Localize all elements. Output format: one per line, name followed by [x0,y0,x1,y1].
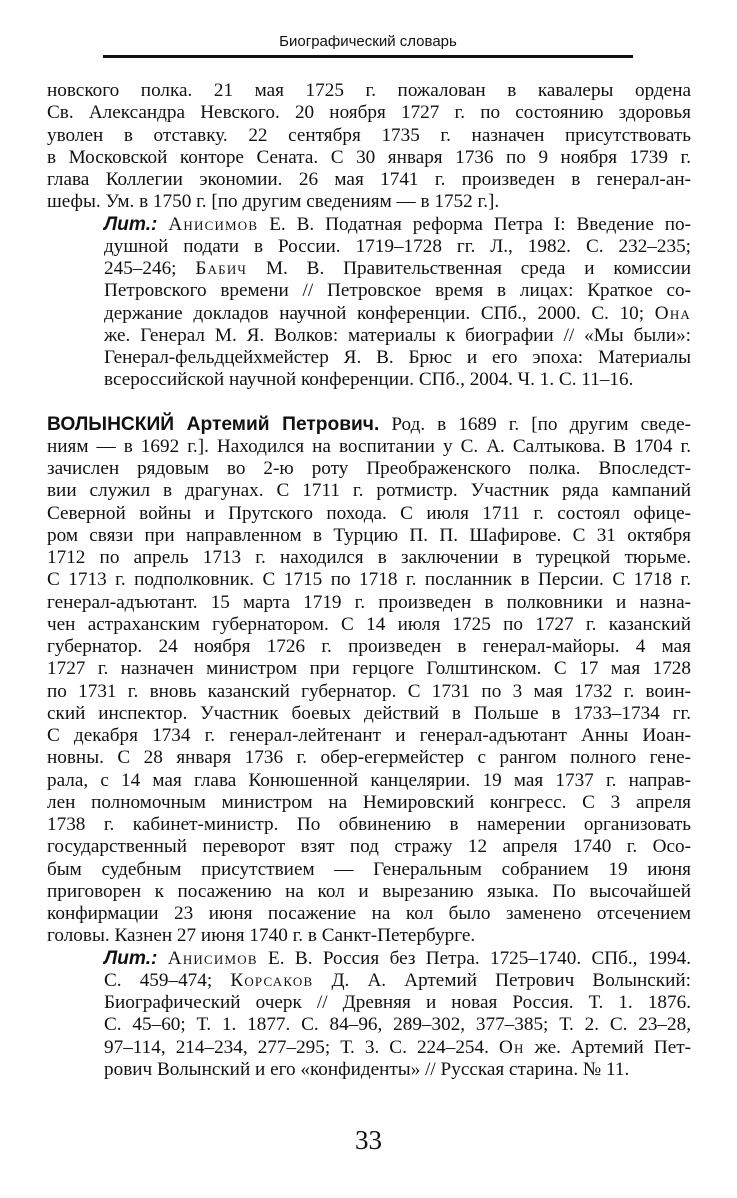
text-line: новны. С 28 января 1736 г. обер-егермейстер с рангом полного гене- [47,747,691,769]
text-line: приговорен к посажению на кол и вырезанию языка. По высочайшей [47,880,691,902]
text-line: Лит.: Анисимов Е. В. Россия без Петра. 1725–1740. СПб., 1994. [104,947,691,969]
page-number: 33 [355,1125,382,1155]
text-line: рала, с 14 мая глава Конюшенной канцелярии. 19 мая 1737 г. направ- [47,769,691,791]
text-line: С 1713 г. подполковник. С 1715 по 1718 г. посланник в Персии. С 1718 г. [47,569,691,591]
text-line: 1738 г. кабинет-министр. По обвинению в намерении организовать [47,814,691,835]
text-line: конфирмации 23 июня посажение на кол было заменено отсечением [47,903,691,924]
text-line: рович Волынский и его «конфиденты» // Русская старина. № 11. [104,1058,630,1080]
text-line: уволен в отставку. 22 сентября 1735 г. назначен присутствовать [47,124,691,146]
text-line: шефы. Ум. в 1750 г. [по другим сведениям — в 1752 г.]. [47,191,500,213]
text-line: бым судебным присутствием — Генеральным собранием 19 июня [47,858,691,880]
entry-paragraph [47,414,691,948]
text-line: Св. Александра Невского. 20 ноября 1727 г. по состоянию здоровья [47,102,691,124]
text-line: Биографический очерк // Древняя и новая Россия. Т. 1. 1876. [104,992,691,1013]
text-line: лен полномочным министром на Немировский конгресс. С 3 апреля [47,791,691,813]
bibliography-block [104,948,691,1082]
text-line: новского полка. 21 мая 1725 г. пожалован в кавалеры ордена [47,80,691,101]
text-line: Лит.: Анисимов Е. В. Податная реформа Петра I: Введение по- [104,213,692,235]
text-line: генерал-адъютант. 15 марта 1719 г. произведен в полковники и назна- [47,591,691,613]
text-line: 245–246; Бабич М. В. Правительственная среда и комиссии [104,258,691,279]
text-line: С декабря 1734 г. генерал-лейтенант и генерал-адъютант Анны Иоан- [47,725,691,746]
text-line: держание докладов научной конференции. СПб., 2000. С. 10; Она [104,302,691,324]
entry-paragraph [47,80,691,214]
text-line: головы. Казнен 27 июня 1740 г. в Санкт-Петербурге. [47,925,476,947]
text-line: душной подати в России. 1719–1728 гг. Л., 1982. С. 232–235; [104,235,691,257]
text-line: Северной войны и Прутского похода. С июля 1711 г. состоял офице- [47,502,691,524]
text-line: ром связи при направленном в Турцию П. П. Шафирове. С 31 октября [47,524,691,546]
text-line: по 1731 г. вновь казанский губернатор. С 1731 по 3 мая 1732 г. воин- [47,680,691,702]
text-line: в Московской конторе Сената. С 30 января 1736 по 9 ноября 1739 г. [47,146,691,168]
text-line: губернатор. 24 ноября 1726 г. произведен в генерал-майоры. 4 мая [47,636,691,657]
text-line: ниям — в 1692 г.]. Находился на воспитании у С. А. Салтыкова. В 1704 г. [47,435,691,457]
text-line: всероссийской научной конференции. СПб., 2004. Ч. 1. С. 11–16. [104,369,634,391]
text-line: 1712 по апрель 1713 г. находился в заключении в турецкой тюрьме. [47,547,691,568]
running-header [103,28,633,58]
text-line: 97–114, 214–234, 277–295; Т. 3. С. 224–254. Он же. Артемий Пет- [104,1036,691,1058]
bibliography-block [104,214,691,392]
text-line: чен астраханским губернатором. С 14 июля 1725 по 1727 г. казанский [47,613,691,635]
text-line: государственный переворот взят под стражу 12 апреля 1740 г. Осо- [47,836,691,858]
header-rule [103,55,633,58]
page-body [47,80,691,1081]
text-line: Петровского времени // Петровское время в лицах: Краткое со- [104,280,691,302]
text-line: 1727 г. назначен министром при герцоге Голштинском. С 17 мая 1728 [47,658,691,680]
text-line: зачислен рядовым во 2-ю роту Преображенского полка. Впоследст- [47,458,691,479]
text-line: же. Генерал М. Я. Волков: материалы к биографии // «Мы были»: [104,324,691,346]
text-line: глава Коллегии экономии. 26 мая 1741 г. произведен в генерал-ан- [47,169,691,190]
text-line: вии служил в драгунах. С 1711 г. ротмистр. Участник ряда кампаний [47,480,691,502]
text-line: С. 45–60; Т. 1. 1877. С. 84–96, 289–302, 377–385; Т. 2. С. 23–28, [104,1014,691,1036]
text-line: С. 459–474; Корсаков Д. А. Артемий Петрович Волынский: [104,969,691,991]
text-line: ский инспектор. Участник боевых действий в Польше в 1733–1734 гг. [47,702,691,724]
running-header-title: Биографический словарь [279,33,457,50]
text-line: ВОЛЫНСКИЙ Артемий Петрович. Род. в 1689 г. [по другим сведе- [47,413,691,435]
text-line: Генерал-фельдцейхмейстер Я. В. Брюс и его эпоха: Материалы [104,347,691,368]
paragraph-gap [47,392,691,414]
